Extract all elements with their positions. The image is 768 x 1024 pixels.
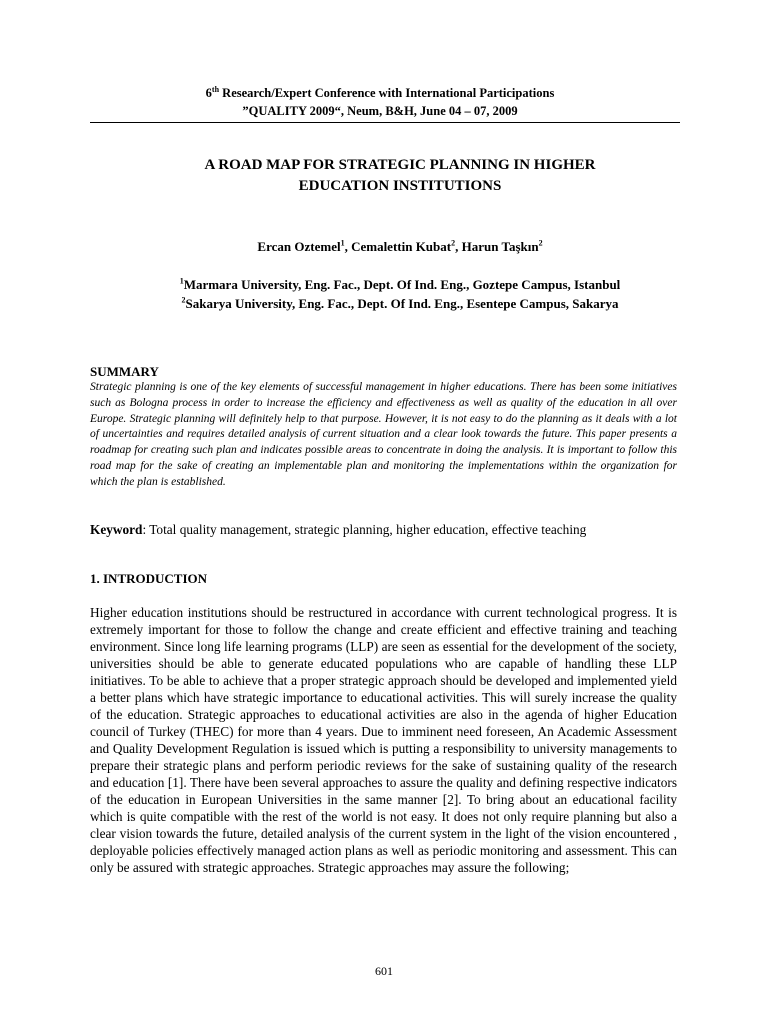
conference-line-1 bbox=[80, 84, 680, 102]
keyword-text: : Total quality management, strategic planning, higher education, effective teaching bbox=[142, 522, 587, 537]
conference-name: Research/Expert Conference with International Participations bbox=[219, 86, 555, 100]
author-affiliation-mark: 2 bbox=[538, 238, 543, 248]
affiliation-2 bbox=[90, 296, 710, 312]
author-separator: , bbox=[455, 239, 462, 254]
affiliation-mark: 2 bbox=[181, 295, 186, 305]
header-divider bbox=[90, 122, 680, 123]
affiliation-1 bbox=[90, 277, 710, 293]
author-name: Ercan Oztemel bbox=[257, 239, 341, 254]
conference-header bbox=[80, 84, 680, 120]
keyword-line bbox=[90, 522, 690, 538]
affiliation-mark: 1 bbox=[179, 276, 184, 286]
conference-line-2: ”QUALITY 2009“, Neum, B&H, June 04 – 07, 2009 bbox=[242, 104, 518, 118]
page-number: 601 bbox=[375, 964, 393, 978]
conference-number: 6 bbox=[205, 86, 212, 100]
title-line-1: A ROAD MAP FOR STRATEGIC PLANNING IN HIGHER bbox=[204, 157, 596, 173]
title-line-2: EDUCATION INSTITUTIONS bbox=[298, 178, 502, 194]
summary-text: Strategic planning is one of the key elements of successful management in higher educations. There has been some initiatives such as Bologna process in order to increase the efficiency and effectiveness as well as quality of the education in all over Europe. Strategic planning will definitely help to that purpose. However, it is not easy to do the planning as it deals with a lot of uncertainties and requires detailed analysis of current situation and a clear look towards the future. This paper presents a roadmap for creating such plan and indicates possible areas to concentrate in doing the analysis. It is important to follow this road map for the sake of creating an implementable plan and monitoring the implementations within the organization for which the plan is established. bbox=[90, 381, 677, 488]
author-list bbox=[90, 239, 710, 255]
introduction-paragraph: Higher education institutions should be restructured in accordance with current technological progress. It is extremely important for those to follow the change and create efficient and effective training and teaching environment. Since long life learning programs (LLP) are seen as essential for the development of the society, universities should be able to generate educated populations who are capable of handling these LLP initiatives. To be able to achieve that a proper strategic approach should be developed and implemented yield a better plans which have strategic importance to educational activities. This will surely increase the quality of the education. Strategic approaches to educational activities are also in the agenda of higher Education council of Turkey (THEC) for more than 4 years. Due to imminent need foreseen, An Academic Assessment and Quality Development Regulation is issued which is putting a responsibility to university managements to prepare their strategic plans and perform periodic reviews for the sake of sustaining quality of the research and education [1]. There have been several approaches to assure the quality and defining respective indicators of the education in European Universities in the same manner [2]. To bring about an educational facility which is quite compatible with the rest of the world is not easy. It does not only require planning but also a clear vision towards the future, detailed analysis of the current system in the light of the vision encountered , deployable policies effectively managed action plans as well as periodic monitoring and assessment. This can only be assured with strategic approaches. Strategic approaches may assure the following; bbox=[90, 605, 677, 875]
conference-number-suffix: th bbox=[211, 84, 220, 94]
introduction-heading: 1. INTRODUCTION bbox=[90, 571, 208, 586]
summary-heading: SUMMARY bbox=[90, 364, 159, 379]
author-affiliation-mark: 1 bbox=[340, 238, 345, 248]
paper-title bbox=[100, 155, 700, 197]
author-affiliation-mark: 2 bbox=[451, 238, 456, 248]
author-name: Cemalettin Kubat bbox=[351, 239, 452, 254]
author-separator: , bbox=[344, 239, 352, 254]
author-name: Harun Taşkın bbox=[461, 239, 539, 254]
affiliation-text: Sakarya University, Eng. Fac., Dept. Of Ind. Eng., Esentepe Campus, Sakarya bbox=[185, 296, 619, 311]
keyword-label: Keyword bbox=[90, 522, 143, 537]
affiliation-text: Marmara University, Eng. Fac., Dept. Of Ind. Eng., Goztepe Campus, Istanbul bbox=[183, 277, 621, 292]
